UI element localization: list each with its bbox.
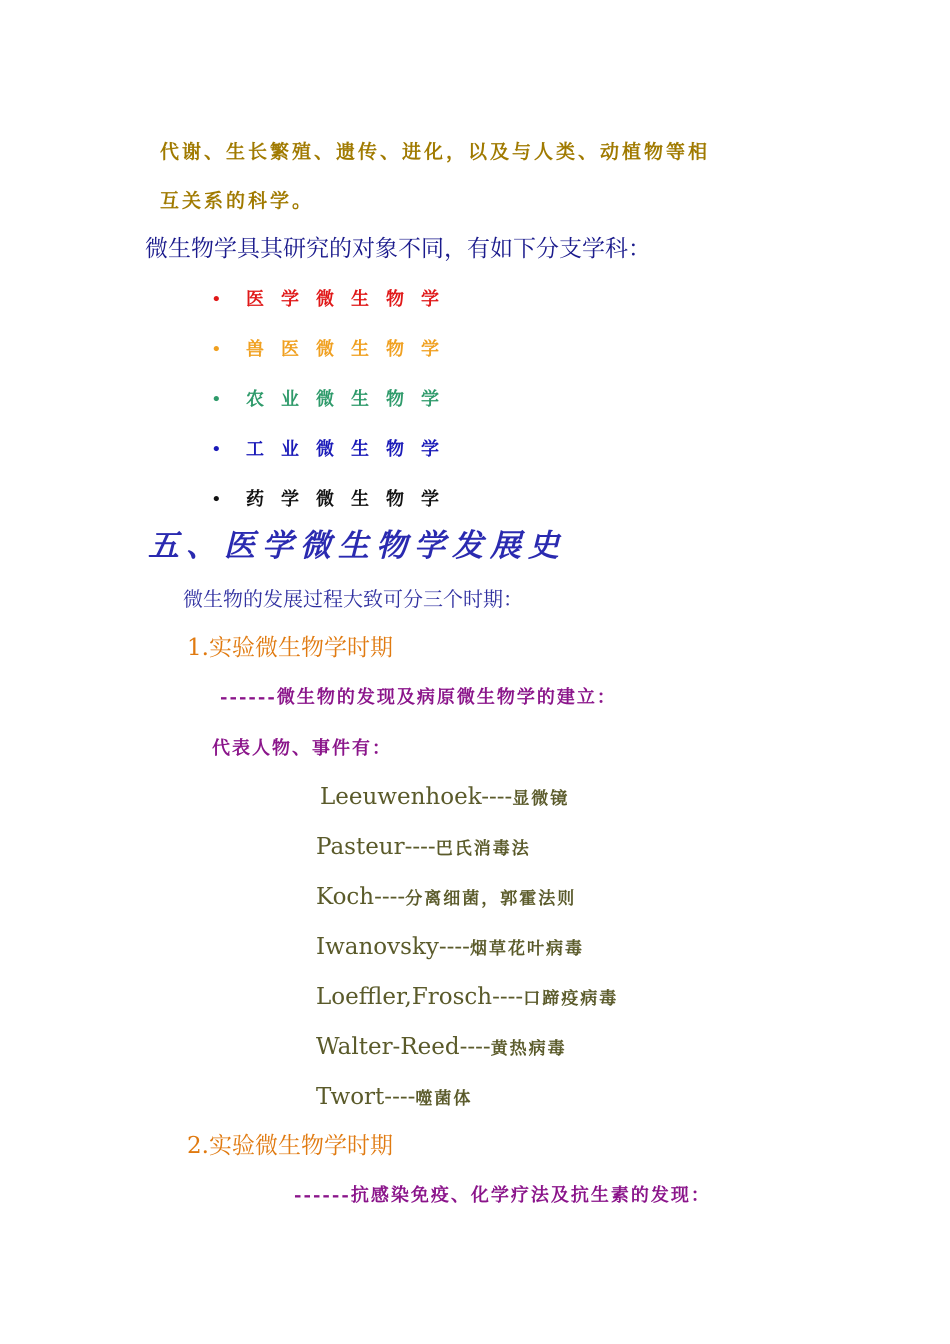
branch-label-agricultural: 农业微生物学 [246,389,456,410]
bullet-icon: • [211,339,222,360]
list-item [316,836,531,859]
person-name: Twort---- [316,1084,416,1110]
section-heading: 五、医学微生物学发展史 [148,528,566,564]
person-name: Iwanovsky---- [316,934,470,960]
person-name: Walter-Reed---- [316,1034,491,1060]
branch-label-pharmaceutical: 药学微生物学 [246,489,456,510]
person-event: 口蹄疫病毒 [523,989,619,1009]
branch-label-industrial: 工业微生物学 [246,439,456,460]
period-2-title: 2.实验微生物学时期 [187,1133,393,1159]
branches-lead: 微生物学具其研究的对象不同，有如下分支学科： [145,236,651,262]
intro-line-2: 互关系的科学。 [160,190,315,212]
intro-line-1: 代谢、生长繁殖、遗传、进化，以及与人类、动植物等相 [160,141,711,163]
person-name: Koch---- [316,884,406,910]
person-event: 烟草花叶病毒 [469,939,584,959]
person-event: 噬菌体 [415,1089,473,1109]
person-event: 分离细菌，郭霍法则 [405,889,577,909]
branch-label-medical: 医学微生物学 [246,289,456,310]
bullet-icon: • [211,289,222,310]
branch-label-veterinary: 兽医微生物学 [246,339,456,360]
list-item [316,986,618,1009]
representatives-label: 代表人物、事件有： [212,738,392,759]
list-item [320,786,569,809]
period-2-subtitle: ------抗感染免疫、化学疗法及抗生素的发现： [294,1185,711,1206]
person-event: 黄热病毒 [490,1039,567,1059]
person-name: Pasteur---- [316,834,436,860]
periods-intro: 微生物的发展过程大致可分三个时期： [183,587,523,611]
person-name: Loeffler,Frosch---- [316,984,524,1010]
list-item [316,936,584,959]
person-event: 显微镜 [512,789,570,809]
list-item [316,886,576,909]
period-1-subtitle: ------微生物的发现及病原微生物学的建立： [220,687,617,708]
bullet-icon: • [211,439,222,460]
bullet-icon: • [211,489,222,510]
list-item [316,1036,567,1059]
bullet-icon: • [211,389,222,410]
person-name: Leeuwenhoek---- [320,784,513,810]
period-1-title: 1.实验微生物学时期 [187,635,393,661]
list-item [316,1086,472,1109]
person-event: 巴氏消毒法 [435,839,531,859]
